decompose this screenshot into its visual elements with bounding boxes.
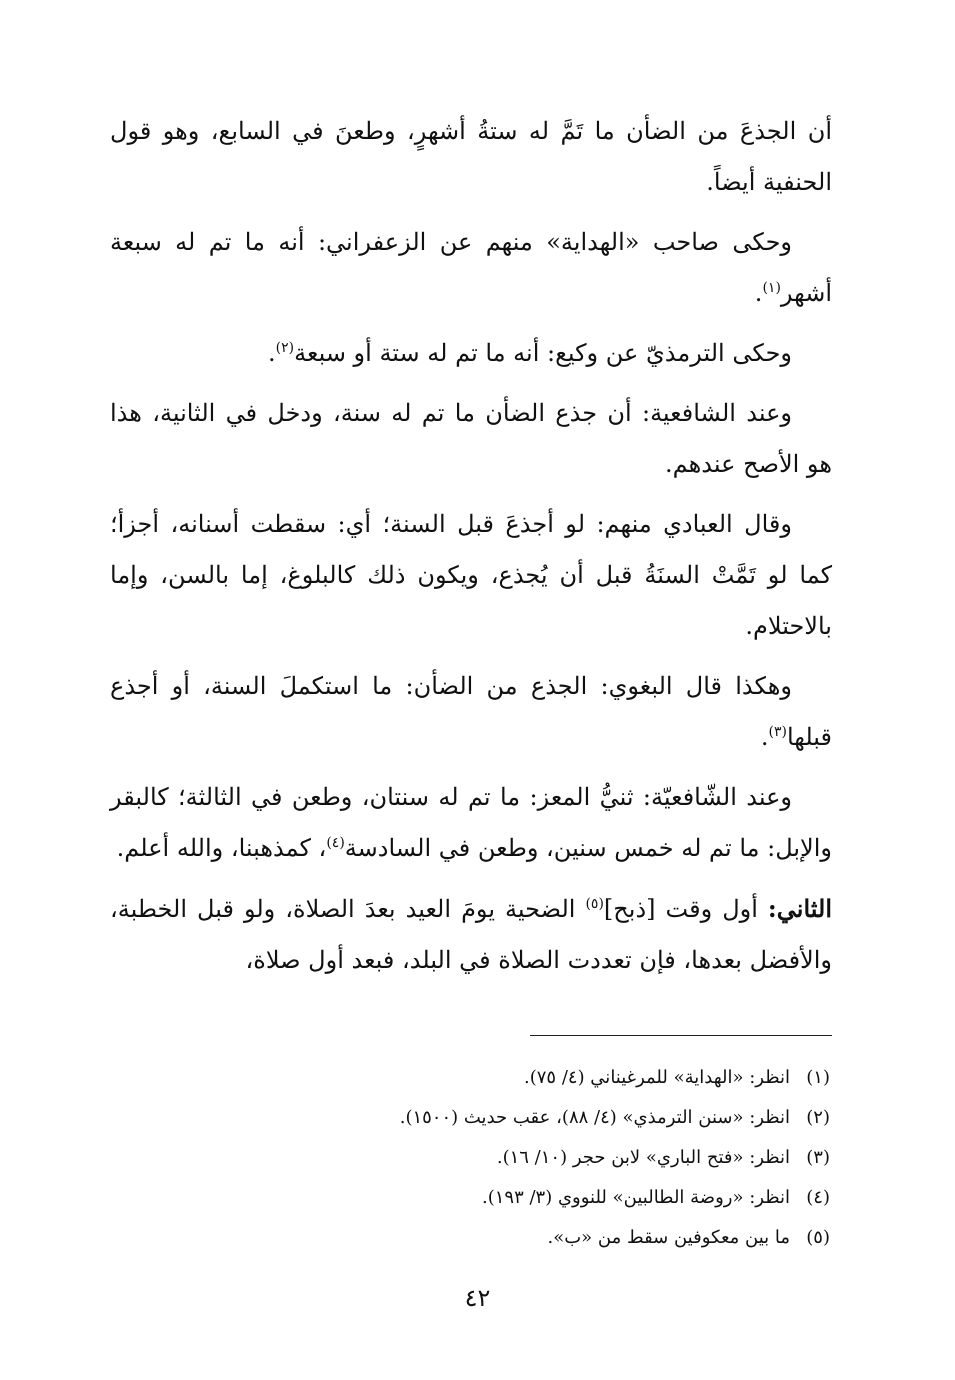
footnote-3 — [200, 1138, 830, 1178]
paragraph-8-lead: الثاني: — [767, 894, 832, 923]
footnotes-list — [200, 1058, 830, 1258]
paragraph-8-text-after: الضحية يومَ العيد بعدَ الصلاة، ولو قبل الخطبة، والأفضل بعدها، فإن تعددت الصلاة في البلد، فبعد أول صلاة، — [110, 895, 832, 974]
footnote-5 — [200, 1218, 830, 1258]
paragraph-7 — [110, 772, 832, 874]
paragraph-8 — [110, 883, 832, 986]
paragraph-4 — [110, 388, 832, 490]
footnote-3-number: (٣) — [806, 1147, 830, 1168]
footnote-1-number: (١) — [806, 1067, 830, 1088]
paragraph-4-text: وعند الشافعية: أن جذع الضأن ما تم له سنة، ودخل في الثانية، هذا هو الأصح عندهم. — [110, 399, 832, 478]
footnote-1-text: انظر: «الهداية» للمرغيناني (٤/ ٧٥). — [524, 1067, 790, 1088]
page-number: ٤٢ — [464, 1284, 491, 1312]
paragraph-6 — [110, 661, 832, 763]
main-text — [110, 106, 832, 995]
footnote-ref-2[interactable]: (٢) — [275, 340, 295, 356]
paragraph-2-tail: . — [754, 279, 763, 307]
footnote-4-number: (٤) — [806, 1187, 830, 1208]
paragraph-1-text: أن الجذعَ من الضأن ما تَمَّ له ستةُ أشهرٍ، وطعنَ في السابع، وهو قول الحنفية أيضاً. — [110, 117, 832, 196]
paragraph-5 — [110, 499, 832, 652]
footnote-4 — [200, 1178, 830, 1218]
paragraph-3 — [110, 328, 832, 379]
footnote-5-text: ما بين معكوفين سقط من «ب». — [547, 1227, 790, 1248]
paragraph-6-text: وهكذا قال البغوي: الجذع من الضأن: ما استكملَ السنة، أو أجذع قبلها — [110, 672, 832, 751]
footnote-ref-5[interactable]: (٥) — [585, 896, 604, 912]
paragraph-3-text: وحكى الترمذيّ عن وكيع: أنه ما تم له ستة أو سبعة — [294, 339, 792, 367]
footnote-ref-3[interactable]: (٣) — [768, 724, 787, 740]
paragraph-1 — [110, 106, 832, 208]
paragraph-8-text-before: أول وقت [ذبح] — [603, 895, 768, 923]
paragraph-3-tail: . — [268, 339, 276, 367]
footnote-5-number: (٥) — [806, 1227, 830, 1248]
footnote-ref-1[interactable]: (١) — [762, 280, 781, 296]
footnote-2-text: انظر: «سنن الترمذي» (٤/ ٨٨)، عقب حديث (١٥٠٠). — [399, 1107, 790, 1128]
paragraph-7-text-after: ، كمذهبنا، والله أعلم. — [116, 834, 327, 862]
footnote-ref-4[interactable]: (٤) — [326, 835, 345, 851]
paragraph-7-text-before: وعند الشّافعيّة: ثنيُّ المعز: ما تم له سنتان، وطعن في الثالثة؛ كالبقر والإبل: ما تم له خمس سنين، وطعن في السادسة — [110, 783, 832, 862]
paragraph-2-text: وحكى صاحب «الهداية» منهم عن الزعفراني: أنه ما تم له سبعة أشهر — [110, 228, 832, 307]
paragraph-2 — [110, 217, 832, 319]
footnote-3-text: انظر: «فتح الباري» لابن حجر (١٠/ ١٦). — [496, 1147, 790, 1168]
footnote-1 — [200, 1058, 830, 1098]
footnote-4-text: انظر: «روضة الطالبين» للنووي (٣/ ١٩٣). — [481, 1187, 790, 1208]
footnote-2 — [200, 1098, 830, 1138]
footnote-2-number: (٢) — [806, 1107, 830, 1128]
paragraph-5-text: وقال العبادي منهم: لو أجذعَ قبل السنة؛ أي: سقطت أسنانه، أجزأ؛ كما لو تَمَّتْ السنَةُ قبل أن يُجذع، ويكون ذلك كالبلوغ، إما بالسن، وإما بالاحتلام. — [110, 510, 832, 640]
footnote-divider — [530, 1035, 832, 1036]
paragraph-6-tail: . — [760, 723, 769, 751]
